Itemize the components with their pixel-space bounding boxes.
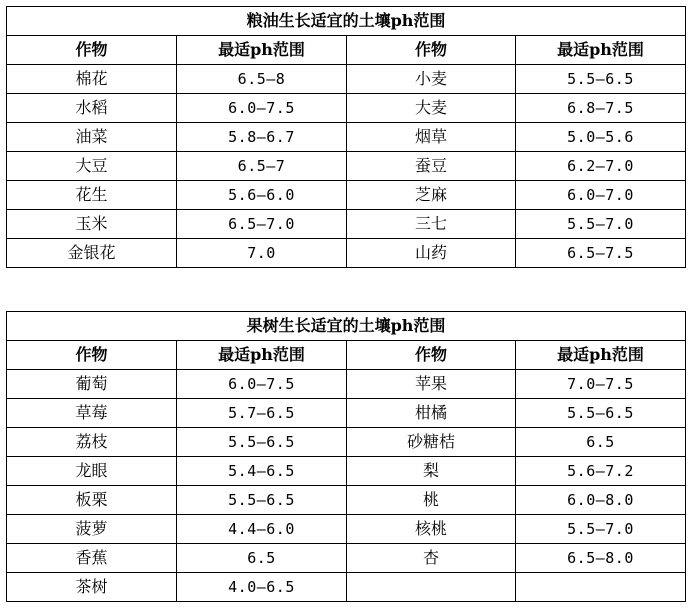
ph-range-cell: 6.5—7 [177,152,347,181]
crop-name-cell: 棉花 [7,65,177,94]
ph-range-cell: 5.5—6.5 [177,486,347,515]
ph-range-cell [516,573,686,602]
column-header-ph-range: 最适ph范围 [516,36,686,65]
ph-range-cell: 6.0—8.0 [516,486,686,515]
ph-range-cell: 6.5—7.0 [177,210,347,239]
ph-range-cell: 6.0—7.5 [177,94,347,123]
table-row [7,239,686,268]
table-title-row [7,312,686,341]
ph-range-cell: 5.0—5.6 [516,123,686,152]
ph-range-cell: 5.6—6.0 [177,181,347,210]
ph-range-cell: 5.5—6.5 [516,399,686,428]
crop-name-cell: 花生 [7,181,177,210]
crop-name-cell: 金银花 [7,239,177,268]
ph-range-cell: 5.7—6.5 [177,399,347,428]
column-header-crop: 作物 [7,36,177,65]
crop-name-cell [347,573,516,602]
table-title: 粮油生长适宜的土壤ph范围 [7,7,686,36]
column-header-crop: 作物 [347,341,516,370]
table-row [7,544,686,573]
ph-range-cell: 6.5—7.5 [516,239,686,268]
ph-range-cell: 6.5—8 [177,65,347,94]
crop-name-cell: 大麦 [347,94,516,123]
table-header-row [7,36,686,65]
crop-name-cell: 荔枝 [7,428,177,457]
ph-range-cell: 6.5—8.0 [516,544,686,573]
crop-name-cell: 梨 [347,457,516,486]
crop-name-cell: 菠萝 [7,515,177,544]
crop-name-cell: 水稻 [7,94,177,123]
ph-range-cell: 5.5—6.5 [177,428,347,457]
ph-range-cell: 5.8—6.7 [177,123,347,152]
table-row [7,428,686,457]
table-row [7,486,686,515]
ph-range-cell: 5.6—7.2 [516,457,686,486]
column-header-crop: 作物 [347,36,516,65]
ph-range-cell: 5.5—7.0 [516,210,686,239]
ph-range-cell: 7.0—7.5 [516,370,686,399]
table-row [7,123,686,152]
ph-range-cell: 4.4—6.0 [177,515,347,544]
crop-name-cell: 山药 [347,239,516,268]
grain-oil-ph-table [6,6,686,268]
crop-name-cell: 核桃 [347,515,516,544]
crop-name-cell: 芝麻 [347,181,516,210]
table-row [7,181,686,210]
table-title-row [7,7,686,36]
column-header-ph-range: 最适ph范围 [177,341,347,370]
crop-name-cell: 柑橘 [347,399,516,428]
crop-name-cell: 茶树 [7,573,177,602]
ph-range-cell: 5.5—6.5 [516,65,686,94]
crop-name-cell: 玉米 [7,210,177,239]
crop-name-cell: 板栗 [7,486,177,515]
ph-range-cell: 5.5—7.0 [516,515,686,544]
ph-range-cell: 4.0—6.5 [177,573,347,602]
table-row [7,152,686,181]
table-row [7,370,686,399]
ph-range-cell: 7.0 [177,239,347,268]
fruit-tree-ph-table [6,311,686,602]
table-row [7,573,686,602]
table-row [7,399,686,428]
column-header-ph-range: 最适ph范围 [177,36,347,65]
crop-name-cell: 草莓 [7,399,177,428]
crop-name-cell: 小麦 [347,65,516,94]
ph-range-cell: 6.5 [177,544,347,573]
crop-name-cell: 砂糖桔 [347,428,516,457]
table-row [7,210,686,239]
ph-range-cell: 6.0—7.5 [177,370,347,399]
table-title: 果树生长适宜的土壤ph范围 [7,312,686,341]
crop-name-cell: 苹果 [347,370,516,399]
crop-name-cell: 大豆 [7,152,177,181]
crop-name-cell: 杏 [347,544,516,573]
crop-name-cell: 油菜 [7,123,177,152]
ph-range-cell: 6.5 [516,428,686,457]
column-header-ph-range: 最适ph范围 [516,341,686,370]
table-row [7,94,686,123]
ph-range-cell: 6.2—7.0 [516,152,686,181]
column-header-crop: 作物 [7,341,177,370]
crop-name-cell: 三七 [347,210,516,239]
crop-name-cell: 蚕豆 [347,152,516,181]
crop-name-cell: 烟草 [347,123,516,152]
crop-name-cell: 葡萄 [7,370,177,399]
crop-name-cell: 香蕉 [7,544,177,573]
table-row [7,515,686,544]
ph-range-cell: 6.0—7.0 [516,181,686,210]
table-row [7,65,686,94]
crop-name-cell: 桃 [347,486,516,515]
ph-range-cell: 6.8—7.5 [516,94,686,123]
table-row [7,457,686,486]
ph-range-cell: 5.4—6.5 [177,457,347,486]
crop-name-cell: 龙眼 [7,457,177,486]
table-header-row [7,341,686,370]
